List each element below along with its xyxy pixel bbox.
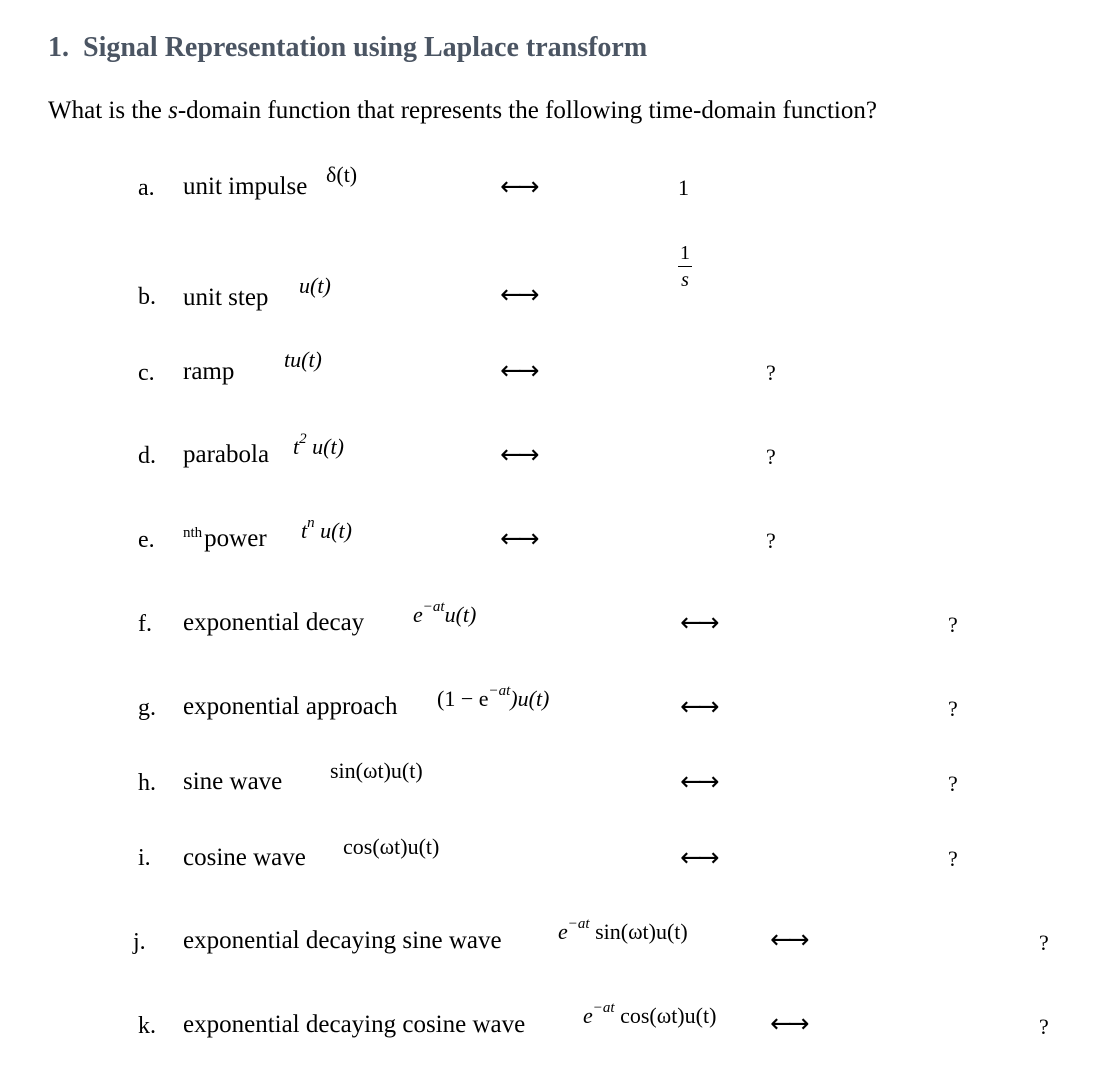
item-label: unit step	[183, 284, 269, 311]
fraction-bar	[678, 266, 692, 267]
item-letter: d.	[138, 443, 156, 469]
section-title: Signal Representation using Laplace transform	[83, 32, 648, 63]
item-result: ?	[766, 360, 776, 385]
item-result: ?	[1039, 1014, 1049, 1039]
item-expression: u(t)	[299, 273, 331, 298]
double-arrow-icon: ←→	[500, 280, 536, 310]
double-arrow-icon: ←→	[500, 172, 536, 202]
item-letter: g.	[138, 695, 156, 721]
item-result: ?	[766, 444, 776, 469]
double-arrow-icon: ←→	[680, 843, 716, 873]
item-result: ?	[948, 846, 958, 871]
double-arrow-icon: ←→	[770, 925, 806, 955]
item-label: exponential decaying cosine wave	[183, 1011, 526, 1038]
item-letter: k.	[138, 1013, 156, 1039]
item-expression: $e^{-at}$ cos(ωt)u(t)	[583, 1000, 717, 1028]
item-result: ?	[1039, 930, 1049, 955]
question-text: What is the s-domain function that represents the following time-domain function?	[48, 97, 877, 124]
s-variable: s	[168, 97, 178, 124]
item-label: ramp	[183, 358, 235, 385]
item-letter: h.	[138, 770, 156, 796]
fraction-denominator: s	[681, 269, 689, 291]
item-expression: $t^n$ u(t)	[301, 515, 352, 543]
double-arrow-icon: ←→	[680, 608, 716, 638]
item-letter: f.	[138, 611, 152, 637]
section-number: 1.	[48, 32, 69, 63]
item-label: sine wave	[183, 768, 283, 795]
item-expression: cos(ωt)u(t)	[343, 834, 440, 859]
item-expression: $e^{-at}u(t)$	[413, 599, 477, 627]
section-heading	[48, 32, 647, 64]
item-result-fraction	[678, 242, 692, 291]
item-result: ?	[766, 528, 776, 553]
item-expression: $e^{-at}$ sin(ωt)u(t)	[558, 916, 688, 944]
item-letter: a.	[138, 175, 155, 201]
item-label: $^{nth}$power	[183, 525, 267, 552]
item-label: exponential decaying sine wave	[183, 927, 502, 954]
item-letter: c.	[138, 360, 155, 386]
item-result: ?	[948, 696, 958, 721]
item-result: 1	[678, 175, 689, 200]
item-label: unit impulse	[183, 173, 308, 200]
item-result: ?	[948, 612, 958, 637]
item-expression: sin(ωt)u(t)	[330, 758, 423, 783]
item-expression: δ(t)	[326, 162, 358, 187]
item-expression: tu(t)	[284, 347, 322, 372]
item-expression: $(1 - e^{-at})u(t)$	[437, 683, 550, 711]
item-label: exponential approach	[183, 693, 398, 720]
item-label: exponential decay	[183, 609, 365, 636]
double-arrow-icon: ←→	[500, 356, 536, 386]
double-arrow-icon: ←→	[770, 1009, 806, 1039]
double-arrow-icon: ←→	[680, 692, 716, 722]
item-label: parabola	[183, 441, 270, 468]
double-arrow-icon: ←→	[500, 524, 536, 554]
item-letter: e.	[138, 527, 155, 553]
fraction-numerator: 1	[680, 242, 690, 264]
item-letter: i.	[138, 845, 151, 871]
item-letter: j.	[133, 929, 146, 955]
item-result: ?	[948, 771, 958, 796]
double-arrow-icon: ←→	[500, 440, 536, 470]
item-letter: b.	[138, 284, 156, 310]
item-expression: $t^2$ u(t)	[293, 431, 344, 459]
double-arrow-icon: ←→	[680, 767, 716, 797]
item-label: cosine wave	[183, 844, 306, 871]
